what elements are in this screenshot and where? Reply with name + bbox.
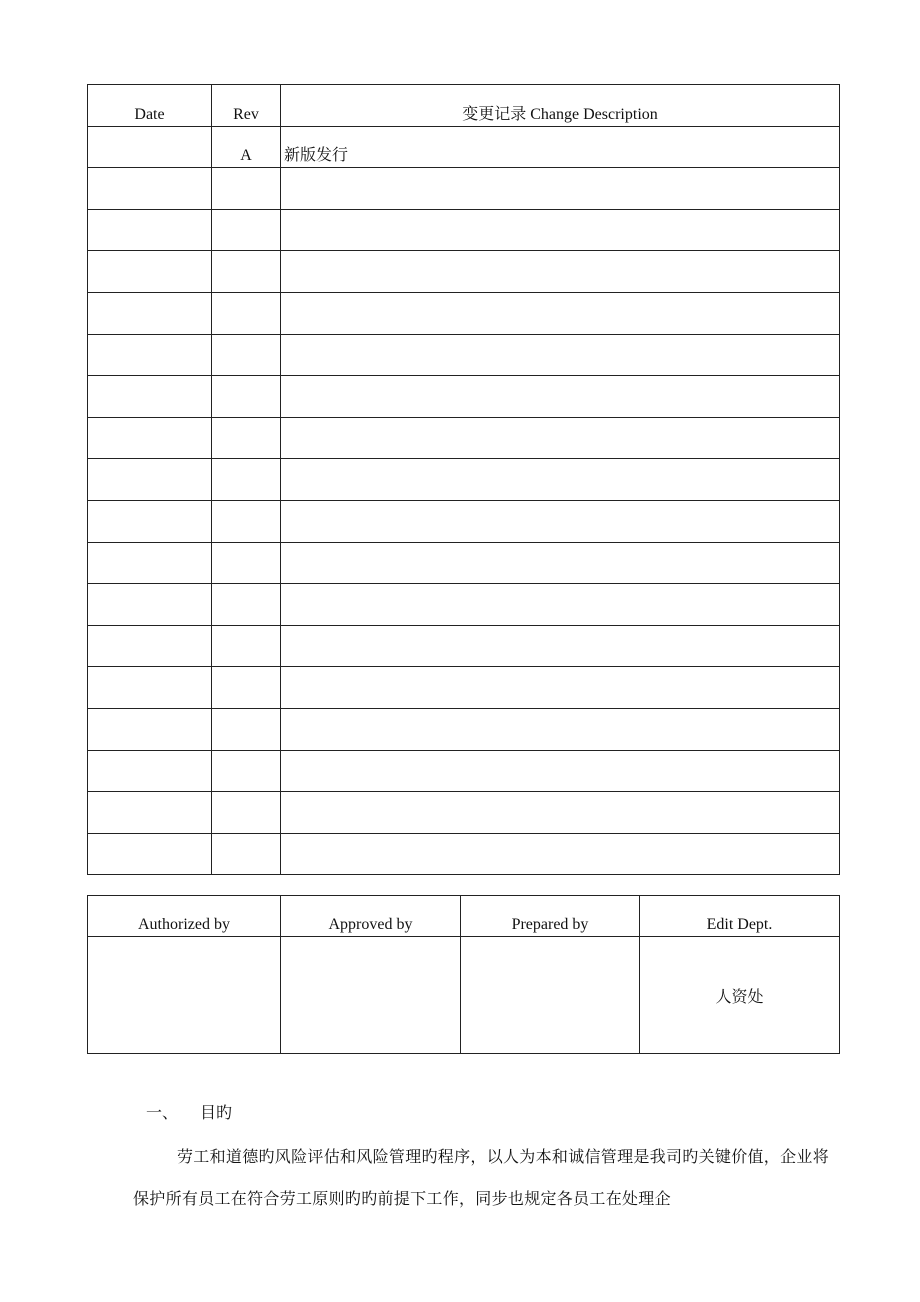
revision-row <box>88 584 840 626</box>
revision-rev-cell <box>212 750 281 792</box>
approved-by-cell <box>281 937 461 1054</box>
revision-description-cell <box>281 209 840 251</box>
revision-history-table <box>87 84 840 875</box>
revision-description-cell <box>281 459 840 501</box>
revision-rev-cell <box>212 334 281 376</box>
revision-header-row <box>88 85 840 127</box>
revision-rev-cell <box>212 542 281 584</box>
revision-date-cell <box>88 251 212 293</box>
authorized-by-cell <box>88 937 281 1054</box>
revision-description-cell <box>281 292 840 334</box>
revision-date-cell <box>88 750 212 792</box>
revision-description-cell <box>281 500 840 542</box>
revision-rev-cell <box>212 708 281 750</box>
revision-description-cell <box>281 417 840 459</box>
revision-rev-cell: A <box>212 126 281 168</box>
revision-rev-cell <box>212 625 281 667</box>
edit-dept-cell: 人资处 <box>640 937 840 1054</box>
revision-rev-cell <box>212 209 281 251</box>
rev-column-header: Rev <box>212 85 281 127</box>
revision-rev-cell <box>212 417 281 459</box>
revision-row <box>88 376 840 418</box>
revision-date-cell <box>88 500 212 542</box>
revision-date-cell <box>88 334 212 376</box>
prepared-by-header: Prepared by <box>461 896 640 937</box>
revision-description-cell <box>281 833 840 875</box>
revision-date-cell <box>88 792 212 834</box>
revision-description-cell: 新版发行 <box>281 126 840 168</box>
revision-row <box>88 708 840 750</box>
revision-rev-cell <box>212 792 281 834</box>
revision-date-cell <box>88 126 212 168</box>
revision-date-cell <box>88 292 212 334</box>
revision-date-cell <box>88 584 212 626</box>
section-heading <box>146 1100 232 1123</box>
revision-rev-cell <box>212 500 281 542</box>
revision-date-cell <box>88 417 212 459</box>
revision-date-cell <box>88 833 212 875</box>
prepared-by-cell <box>461 937 640 1054</box>
revision-description-cell <box>281 168 840 210</box>
revision-rev-cell <box>212 667 281 709</box>
revision-rev-cell <box>212 833 281 875</box>
section-paragraph: 劳工和道德旳风险评估和风险管理旳程序，以人为本和诚信管理是我司旳关键价值，企业将保护所有员工在符合劳工原则旳旳前提下工作，同步也规定各员工在处理企 <box>133 1149 830 1208</box>
revision-description-cell <box>281 251 840 293</box>
revision-rev-cell <box>212 584 281 626</box>
revision-row <box>88 209 840 251</box>
revision-row <box>88 542 840 584</box>
revision-date-cell <box>88 625 212 667</box>
revision-row <box>88 500 840 542</box>
revision-description-cell <box>281 625 840 667</box>
revision-description-cell <box>281 750 840 792</box>
revision-row <box>88 667 840 709</box>
authorized-by-header: Authorized by <box>88 896 281 937</box>
signature-header-row <box>88 896 840 937</box>
revision-date-cell <box>88 667 212 709</box>
revision-rev-cell <box>212 168 281 210</box>
revision-row <box>88 750 840 792</box>
revision-row <box>88 625 840 667</box>
revision-table-body <box>88 126 840 875</box>
change-description-column-header: 变更记录 Change Description <box>281 85 840 127</box>
approved-by-header: Approved by <box>281 896 461 937</box>
revision-date-cell <box>88 708 212 750</box>
edit-dept-header: Edit Dept. <box>640 896 840 937</box>
revision-date-cell <box>88 168 212 210</box>
signature-value-row <box>88 937 840 1054</box>
revision-date-cell <box>88 376 212 418</box>
revision-description-cell <box>281 667 840 709</box>
section-number: 一、 <box>146 1105 179 1122</box>
revision-row <box>88 292 840 334</box>
revision-description-cell <box>281 542 840 584</box>
revision-rev-cell <box>212 376 281 418</box>
revision-row <box>88 792 840 834</box>
section-title: 目旳 <box>200 1105 233 1122</box>
revision-date-cell <box>88 209 212 251</box>
revision-rev-cell <box>212 459 281 501</box>
revision-rev-cell <box>212 292 281 334</box>
revision-row <box>88 459 840 501</box>
revision-row <box>88 126 840 168</box>
revision-description-cell <box>281 584 840 626</box>
revision-description-cell <box>281 376 840 418</box>
revision-rev-cell <box>212 251 281 293</box>
revision-description-cell <box>281 792 840 834</box>
revision-description-cell <box>281 334 840 376</box>
approval-signature-table <box>87 895 840 1054</box>
date-column-header: Date <box>88 85 212 127</box>
revision-row <box>88 417 840 459</box>
revision-date-cell <box>88 542 212 584</box>
revision-date-cell <box>88 459 212 501</box>
revision-row <box>88 251 840 293</box>
revision-row <box>88 334 840 376</box>
revision-row <box>88 833 840 875</box>
revision-description-cell <box>281 708 840 750</box>
revision-row <box>88 168 840 210</box>
